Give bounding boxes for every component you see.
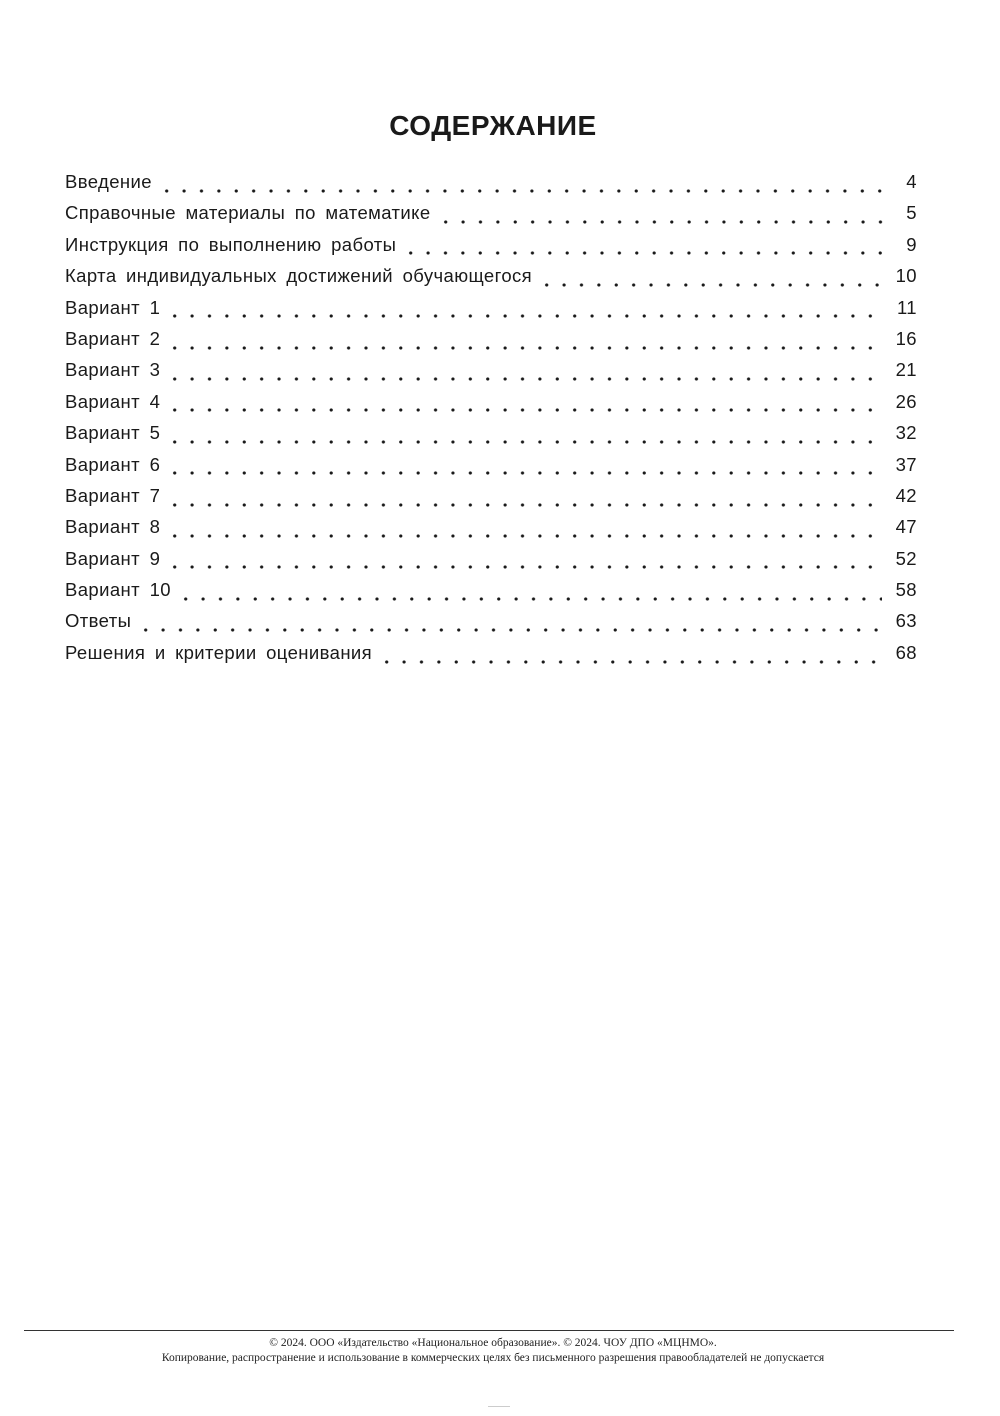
toc-entry[interactable]: [65, 391, 917, 422]
toc-entry[interactable]: [65, 454, 917, 485]
table-of-contents: [65, 171, 917, 673]
toc-entry-title: Вариант 7: [65, 484, 161, 506]
toc-entry[interactable]: [65, 359, 917, 390]
toc-page-number: 42: [895, 484, 917, 506]
toc-entry-title: Вариант 3: [65, 359, 161, 381]
toc-entry[interactable]: [65, 202, 917, 233]
toc-dot-leader: [166, 407, 881, 413]
toc-entry[interactable]: [65, 642, 917, 673]
toc-dot-leader: [177, 596, 882, 602]
toc-entry-title: Вариант 8: [65, 516, 161, 538]
toc-dot-leader: [166, 313, 883, 319]
toc-entry-title: Вариант 4: [65, 390, 161, 412]
toc-entry[interactable]: [65, 610, 917, 641]
toc-entry[interactable]: [65, 516, 917, 547]
toc-page-number: 47: [895, 516, 917, 538]
toc-page-number: 26: [895, 390, 917, 412]
toc-dot-leader: [166, 376, 881, 382]
toc-page-number: 16: [895, 327, 917, 349]
toc-entry-title: Вариант 6: [65, 453, 161, 475]
toc-page-number: 4: [906, 171, 917, 192]
toc-entry-title: Ответы: [65, 610, 132, 632]
toc-entry-title: Вариант 5: [65, 422, 161, 444]
toc-entry[interactable]: [65, 579, 917, 610]
toc-dot-leader: [137, 627, 881, 633]
toc-entry-title: Решения и критерии оценивания: [65, 641, 373, 663]
page-title: СОДЕРЖАНИЕ: [389, 110, 597, 141]
toc-entry-title: Справочные материалы по математике: [65, 202, 431, 224]
toc-entry[interactable]: [65, 297, 917, 328]
toc-page-number: 5: [906, 202, 917, 224]
toc-page-number: 52: [895, 547, 917, 569]
toc-dot-leader: [538, 282, 882, 288]
toc-entry-title: Вариант 1: [65, 296, 161, 318]
toc-entry[interactable]: [65, 328, 917, 359]
toc-entry-title: Вариант 2: [65, 327, 161, 349]
toc-entry[interactable]: [65, 548, 917, 579]
toc-entry-title: Вариант 9: [65, 547, 161, 569]
toc-dot-leader: [402, 250, 883, 256]
toc-entry[interactable]: [65, 171, 917, 202]
toc-page-number: 32: [895, 422, 917, 444]
toc-entry[interactable]: [65, 485, 917, 516]
toc-dot-leader: [166, 470, 881, 476]
toc-dot-leader: [378, 659, 882, 665]
toc-page-number: 63: [895, 610, 917, 632]
toc-page-number: 21: [895, 359, 917, 381]
toc-dot-leader: [158, 188, 883, 194]
toc-dot-leader: [166, 439, 881, 445]
toc-page-number: 58: [895, 579, 917, 601]
toc-dot-leader: [166, 564, 881, 570]
toc-entry[interactable]: [65, 234, 917, 265]
toc-page-number: 11: [896, 296, 917, 318]
footer-divider: [24, 1330, 954, 1331]
page-bottom-mark: [488, 1406, 510, 1407]
footer-copyright: © 2024. ООО «Издательство «Национальное образование». © 2024. ЧОУ ДПО «МЦНМО».: [269, 1337, 717, 1349]
toc-dot-leader: [437, 219, 883, 225]
toc-entry[interactable]: [65, 265, 917, 296]
toc-dot-leader: [166, 345, 881, 351]
toc-page-number: 68: [895, 641, 917, 663]
toc-entry-title: Вариант 10: [65, 579, 171, 601]
toc-page-number: 10: [895, 265, 917, 287]
toc-dot-leader: [166, 502, 881, 508]
toc-dot-leader: [166, 533, 881, 539]
toc-page-number: 37: [895, 453, 917, 475]
toc-entry-title: Введение: [65, 171, 152, 192]
footer-notice: Копирование, распространение и использование в коммерческих целях без письменного разрешения правообладателей не допускается: [161, 1352, 825, 1364]
toc-page-number: 9: [906, 233, 917, 255]
toc-entry-title: Инструкция по выполнению работы: [65, 233, 397, 255]
toc-entry[interactable]: [65, 422, 917, 453]
toc-entry-title: Карта индивидуальных достижений обучающегося: [65, 265, 533, 287]
footer: [0, 1336, 986, 1366]
